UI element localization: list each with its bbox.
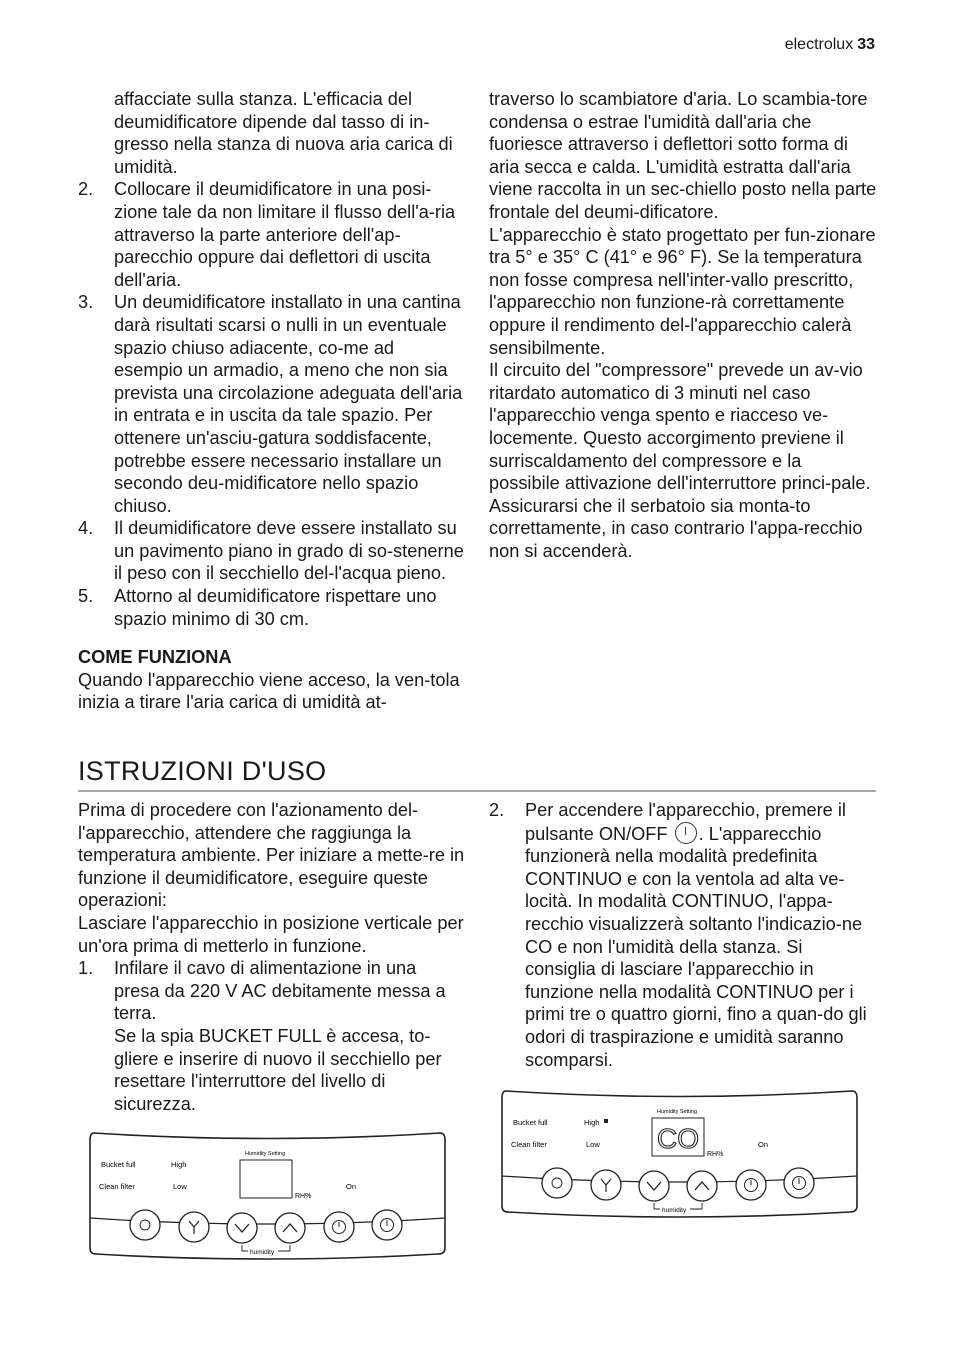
list-text: Infilare il cavo di alimentazione in una presa da 220 V AC debitamente messa a terra. (114, 958, 446, 1024)
on-label: On (758, 1140, 769, 1149)
list-text: Il deumidificatore deve essere installato su un pavimento piano in grado di so-stenerne il peso con il secchiello del-l'acqua pieno. (114, 518, 464, 584)
humidity-setting-label: Humidity Setting (245, 1151, 286, 1157)
display-screen (240, 1160, 292, 1198)
list-item (78, 957, 466, 1115)
bucket-full-label: Bucket full (101, 1160, 136, 1169)
timer-button[interactable] (736, 1170, 766, 1200)
rh-label: RH% (707, 1151, 724, 1158)
paragraph: traverso lo scambiatore d'aria. Lo scambia-tore condensa o estrae l'umidità dall'aria che fuoriesce attraverso i deflettori sotto forma di aria secca e calda. L'umidità estratta dall'aria viene raccolta in un sec-chiello posto nella parte frontale del deumi-dificatore. (489, 89, 877, 222)
section-title: ISTRUZIONI D'USO (78, 756, 876, 792)
subheading: COME FUNZIONA (78, 647, 232, 668)
humidity-label: humidity (250, 1249, 275, 1256)
power-button[interactable] (372, 1210, 402, 1240)
left-column-top (78, 88, 466, 714)
filter-button[interactable] (130, 1210, 160, 1240)
on-label: On (346, 1182, 357, 1191)
timer-button[interactable] (324, 1212, 354, 1242)
high-label: High (171, 1160, 187, 1169)
brand-name: electrolux (784, 36, 854, 53)
list-text: Un deumidificatore installato in una cantina darà risultati scarsi o nulli in un eventuale spazio chiuso adiacente, co-me ad esempio un armadio, a meno che non sia prevista una circolazione adeguata dell'aria in entrata e in uscita da tale spazio. Per ottenere un'asciu-gatura soddisfacente, potrebbe essere necessario installare un secondo deu-midificatore nello spazio chiuso. (114, 292, 463, 516)
control-panel-figure-2 (500, 1088, 860, 1223)
continued-paragraph: affacciate sulla stanza. L'efficacia del deumidificatore dipende dal tasso di in-gresso nella stanza di nuova aria carica di umidità. (114, 89, 453, 177)
display-readout: CO (657, 1123, 699, 1154)
list-item (78, 178, 466, 291)
clean-filter-label: Clean filter (511, 1140, 547, 1149)
how-it-works-paragraph: Quando l'apparecchio viene acceso, la ven-tola inizia a tirare l'aria carica di umidità at- (78, 669, 460, 713)
list-item (78, 291, 466, 517)
humidity-up-button[interactable] (275, 1213, 305, 1243)
paragraph: Il circuito del "compressore" prevede un av-vio ritardato automatico di 3 minuti nel caso l'apparecchio venga spento e riacceso ve-locemente. Questo accorgimento previene il surriscaldamento del compressore e la possibile attivazione dell'interruttore princi-pale. Assicurarsi che il serbatoio sia monta-to correttamente, in caso contrario l'appa-recchio non si accenderà. (489, 360, 871, 561)
power-button[interactable] (784, 1168, 814, 1198)
paragraph: L'apparecchio è stato progettato per fun-zionare tra 5° e 35° C (41° e 96° F). Se la temperatura non fosse compresa nell'inter-vallo prescritto, l'apparecchio non funzione-rà correttamente oppure il rendimento del-l'apparecchio calerà sensibilmente. (489, 224, 876, 358)
fan-button[interactable] (179, 1212, 209, 1242)
right-column-top (489, 88, 877, 562)
page-number: 33 (857, 36, 875, 53)
list-number: 2. (78, 179, 94, 200)
list-text: Attorno al deumidificatore rispettare uno spazio minimo di 30 cm. (114, 586, 437, 629)
humidity-down-button[interactable] (639, 1171, 669, 1201)
humidity-setting-label: Humidity Setting (657, 1109, 698, 1115)
clean-filter-label: Clean filter (99, 1182, 135, 1191)
left-column-bottom (78, 799, 466, 1115)
paragraph: Prima di procedere con l'azionamento del-l'apparecchio, attendere che raggiunga la temperatura ambiente. Per iniziare a mette-re in funzione il deumidificatore, eseguire queste operazioni: (78, 800, 465, 911)
filter-button[interactable] (542, 1168, 572, 1198)
high-label: High (584, 1118, 600, 1127)
list-item (78, 585, 466, 630)
bucket-full-label: Bucket full (513, 1118, 548, 1127)
list-text: Collocare il deumidificatore in una posi-zione tale da non limitare il flusso dell'a-ria attraverso la parte anteriore dell'ap-parecchio oppure dai deflettori di uscita dell'aria. (114, 179, 456, 290)
power-icon (675, 822, 697, 844)
control-panel-figure-1 (88, 1130, 448, 1265)
right-column-bottom (489, 799, 877, 1071)
low-label: Low (586, 1140, 600, 1149)
list-number: 5. (78, 586, 94, 607)
low-label: Low (173, 1182, 187, 1191)
humidity-down-button[interactable] (227, 1213, 257, 1243)
list-number: 2. (489, 800, 505, 820)
high-indicator-light (604, 1119, 608, 1123)
list-text: Per accendere l'apparecchio, premere il pulsante ON/OFF . L'apparecchio funzionerà nella modalità predefinita CONTINUO e con la ventola ad alta ve-locità. In modalità CONTINUO, l'appa-recchio visualizzerà soltanto l'indicazio-ne CO e non l'umidità della stanza. Si consiglia di lasciare l'apparecchio in funzione nella modalità CONTINUO per i primi tre o quattro giorni, fino a quan-do gli odori di traspirazione e umidità saranno scomparsi. (525, 800, 867, 1070)
list-number: 3. (78, 292, 94, 313)
paragraph: Lasciare l'apparecchio in posizione verticale per un'ora prima di metterlo in funzione. (78, 912, 464, 956)
list-number: 1. (78, 958, 94, 979)
list-text: Se la spia BUCKET FULL è accesa, to-gliere e inserire di nuovo il secchiello per resettare l'interruttore del livello di sicurezza. (114, 1025, 442, 1114)
page-header (785, 36, 875, 54)
rh-label: RH% (295, 1193, 312, 1200)
list-number: 4. (78, 518, 94, 539)
fan-button[interactable] (591, 1170, 621, 1200)
humidity-up-button[interactable] (687, 1171, 717, 1201)
list-item (78, 517, 466, 585)
humidity-label: humidity (662, 1207, 687, 1214)
list-item (489, 799, 877, 1071)
